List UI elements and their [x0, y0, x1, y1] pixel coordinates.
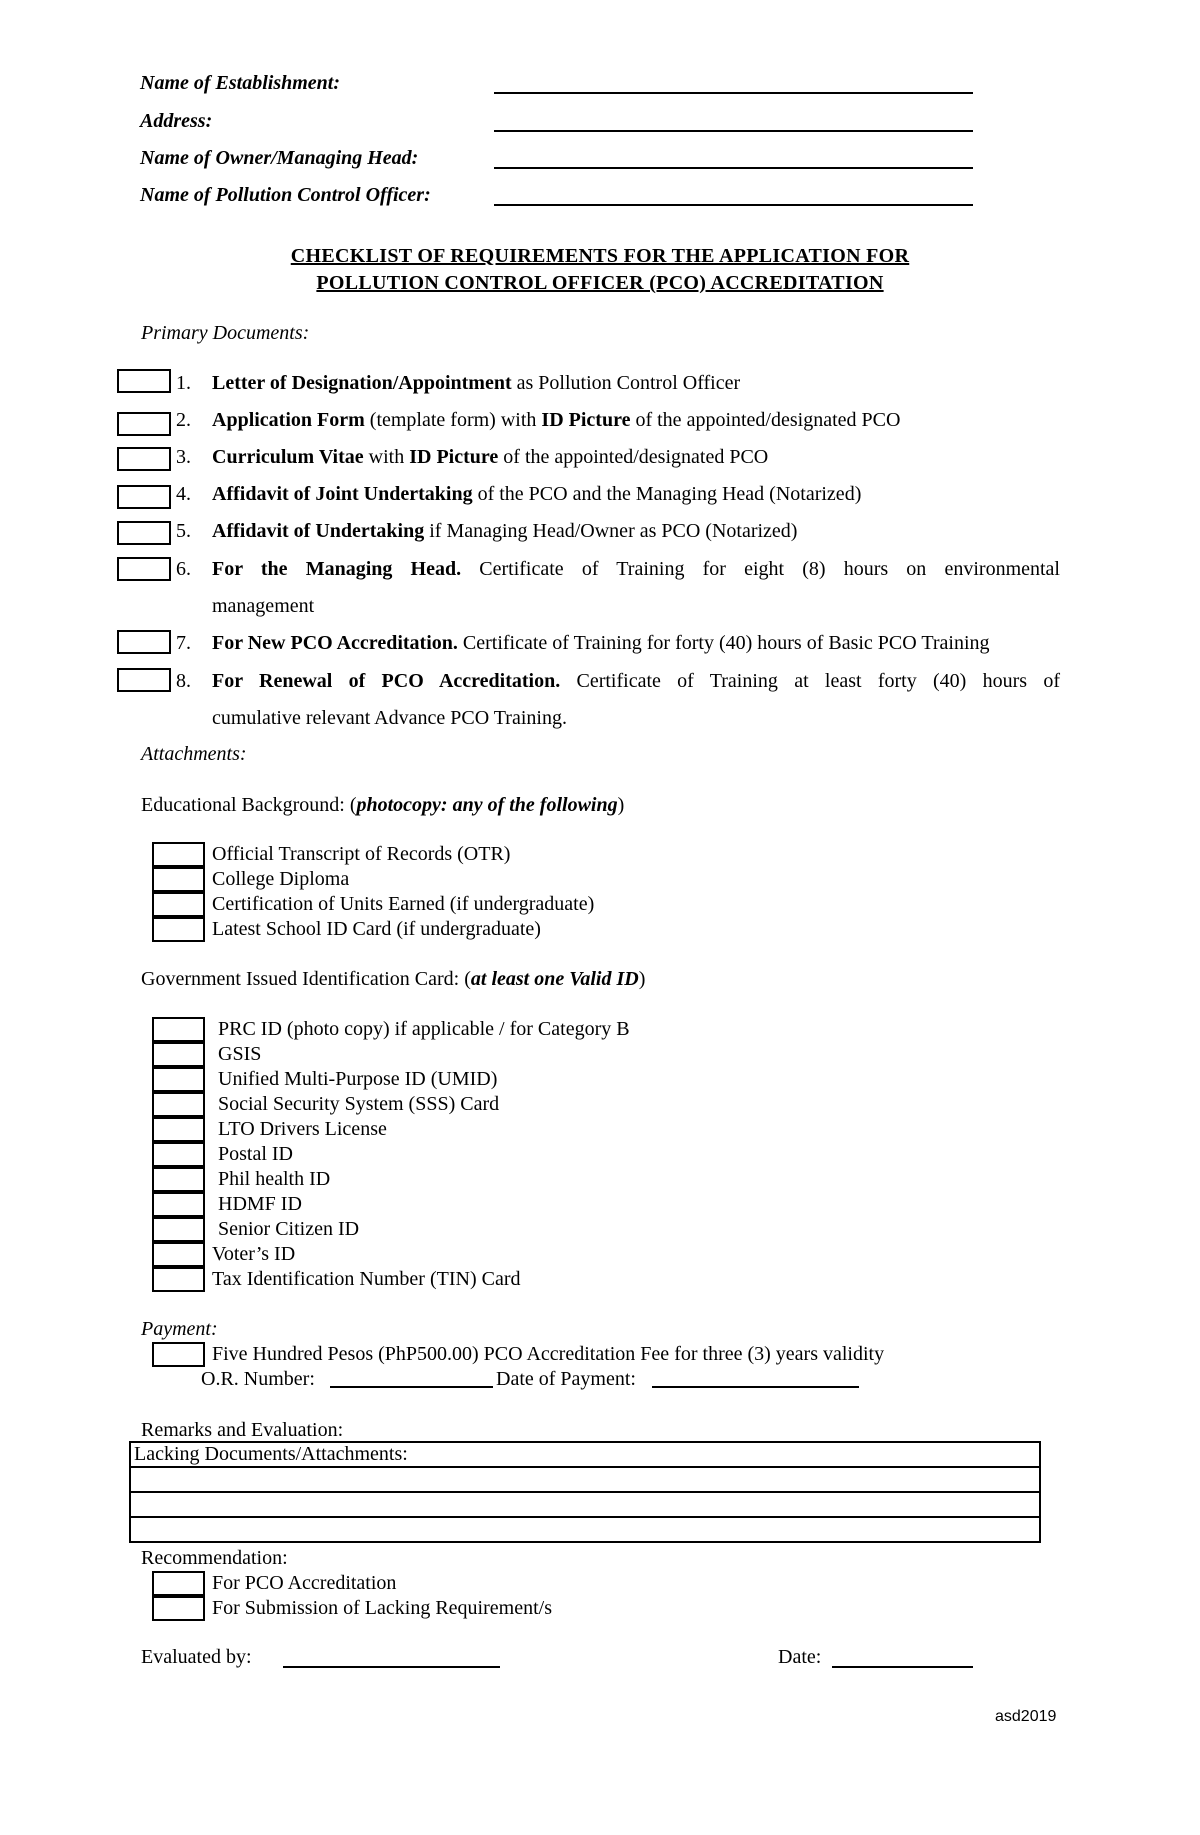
item-text: Unified Multi-Purpose ID (UMID): [218, 1068, 498, 1090]
checkbox-postal[interactable]: [152, 1142, 205, 1167]
education-label: Educational Background: (photocopy: any of the following): [141, 794, 625, 816]
item-number: 1.: [176, 372, 191, 394]
item-text: For the Managing Head. Certificate of Training for eight (8) hours on environmental: [212, 558, 1060, 580]
or-number-input-line[interactable]: [330, 1386, 493, 1388]
checkbox-primary-6[interactable]: [117, 557, 171, 581]
date-label: Date:: [778, 1646, 822, 1668]
item-number: 5.: [176, 520, 191, 542]
payment-heading: Payment:: [141, 1318, 218, 1340]
item-text: Social Security System (SSS) Card: [218, 1093, 500, 1115]
title-line-1: CHECKLIST OF REQUIREMENTS FOR THE APPLICATION FOR: [290, 245, 910, 267]
checkbox-primary-7[interactable]: [117, 630, 171, 654]
remarks-row-blank[interactable]: [130, 1492, 1040, 1517]
document-code: asd2019: [995, 1708, 1057, 1725]
or-number-label: O.R. Number:: [201, 1368, 315, 1390]
attachments-heading: Attachments:: [141, 743, 247, 765]
checkbox-primary-3[interactable]: [117, 447, 171, 471]
remarks-row-blank[interactable]: [130, 1517, 1040, 1542]
item-text: PRC ID (photo copy) if applicable / for Category B: [218, 1018, 630, 1040]
checkbox-payment[interactable]: [152, 1342, 205, 1367]
item-number: 3.: [176, 446, 191, 468]
item-text: For New PCO Accreditation. Certificate of Training for forty (40) hours of Basic PCO Training: [212, 632, 990, 654]
item-text: Postal ID: [218, 1143, 293, 1165]
remarks-row-lacking[interactable]: Lacking Documents/Attachments:: [130, 1442, 1040, 1467]
checkbox-sss[interactable]: [152, 1092, 205, 1117]
checkbox-primary-5[interactable]: [117, 521, 171, 545]
title-line-2: POLLUTION CONTROL OFFICER (PCO) ACCREDITATION: [316, 272, 884, 294]
item-number: 2.: [176, 409, 191, 431]
checkbox-tin[interactable]: [152, 1267, 205, 1292]
checkbox-primary-8[interactable]: [117, 668, 171, 692]
item-number: 6.: [176, 558, 191, 580]
checkbox-primary-1[interactable]: [117, 369, 171, 393]
item-text-continued: cumulative relevant Advance PCO Training.: [212, 707, 567, 729]
checkbox-senior[interactable]: [152, 1217, 205, 1242]
item-text: Affidavit of Joint Undertaking of the PCO and the Managing Head (Notarized): [212, 483, 862, 505]
establishment-input-line[interactable]: [494, 92, 973, 94]
remarks-table: [129, 1441, 1041, 1543]
checkbox-lto[interactable]: [152, 1117, 205, 1142]
field-label-owner: Name of Owner/Managing Head:: [140, 147, 419, 169]
checkbox-voters[interactable]: [152, 1242, 205, 1267]
checkbox-otr[interactable]: [152, 842, 205, 867]
primary-heading: Primary Documents:: [141, 322, 310, 344]
item-number: 7.: [176, 632, 191, 654]
item-text: Affidavit of Undertaking if Managing Head/Owner as PCO (Notarized): [212, 520, 798, 542]
owner-input-line[interactable]: [494, 167, 973, 169]
evaluated-by-label: Evaluated by:: [141, 1646, 252, 1668]
address-input-line[interactable]: [494, 130, 973, 132]
checkbox-primary-4[interactable]: [117, 485, 171, 509]
checkbox-prc-id[interactable]: [152, 1017, 205, 1042]
checkbox-umid[interactable]: [152, 1067, 205, 1092]
item-text: HDMF ID: [218, 1193, 302, 1215]
payment-item-text: Five Hundred Pesos (PhP500.00) PCO Accreditation Fee for three (3) years validity: [212, 1343, 885, 1365]
item-text-continued: management: [212, 595, 315, 617]
item-text: College Diploma: [212, 868, 350, 890]
checkbox-school-id[interactable]: [152, 917, 205, 942]
item-text: Letter of Designation/Appointment as Pollution Control Officer: [212, 372, 741, 394]
item-text: For PCO Accreditation: [212, 1572, 397, 1594]
pco-input-line[interactable]: [494, 204, 973, 206]
field-label-establishment: Name of Establishment:: [140, 72, 341, 94]
remarks-row-blank[interactable]: [130, 1467, 1040, 1492]
item-text: Official Transcript of Records (OTR): [212, 843, 511, 865]
item-text: Curriculum Vitae with ID Picture of the appointed/designated PCO: [212, 446, 769, 468]
payment-date-input-line[interactable]: [652, 1386, 859, 1388]
field-label-address: Address:: [140, 110, 213, 132]
item-text: LTO Drivers License: [218, 1118, 387, 1140]
evaluated-by-input-line[interactable]: [283, 1666, 500, 1668]
item-text: Tax Identification Number (TIN) Card: [212, 1268, 521, 1290]
checkbox-hdmf[interactable]: [152, 1192, 205, 1217]
checkbox-gsis[interactable]: [152, 1042, 205, 1067]
item-text: Senior Citizen ID: [218, 1218, 360, 1240]
recommendation-heading: Recommendation:: [141, 1547, 288, 1569]
checkbox-for-accreditation[interactable]: [152, 1571, 205, 1596]
date-input-line[interactable]: [832, 1666, 973, 1668]
item-text: For Renewal of PCO Accreditation. Certificate of Training at least forty (40) hours of: [212, 670, 1060, 692]
checkbox-diploma[interactable]: [152, 867, 205, 892]
remarks-heading: Remarks and Evaluation:: [141, 1419, 344, 1441]
item-text: GSIS: [218, 1043, 262, 1065]
item-number: 4.: [176, 483, 191, 505]
item-text: Certification of Units Earned (if undergraduate): [212, 893, 595, 915]
gov-id-label: Government Issued Identification Card: (at least one Valid ID): [141, 968, 646, 990]
checkbox-primary-2[interactable]: [117, 412, 171, 436]
item-text: Application Form (template form) with ID Picture of the appointed/designated PCO: [212, 409, 901, 431]
checkbox-philhealth[interactable]: [152, 1167, 205, 1192]
field-label-pco: Name of Pollution Control Officer:: [140, 184, 431, 206]
item-text: For Submission of Lacking Requirement/s: [212, 1597, 552, 1619]
item-text: Latest School ID Card (if undergraduate): [212, 918, 541, 940]
item-text: Voter’s ID: [212, 1243, 296, 1265]
payment-date-label: Date of Payment:: [496, 1368, 636, 1390]
checkbox-units-earned[interactable]: [152, 892, 205, 917]
item-text: Phil health ID: [218, 1168, 331, 1190]
item-number: 8.: [176, 670, 191, 692]
checkbox-lacking-requirements[interactable]: [152, 1596, 205, 1621]
